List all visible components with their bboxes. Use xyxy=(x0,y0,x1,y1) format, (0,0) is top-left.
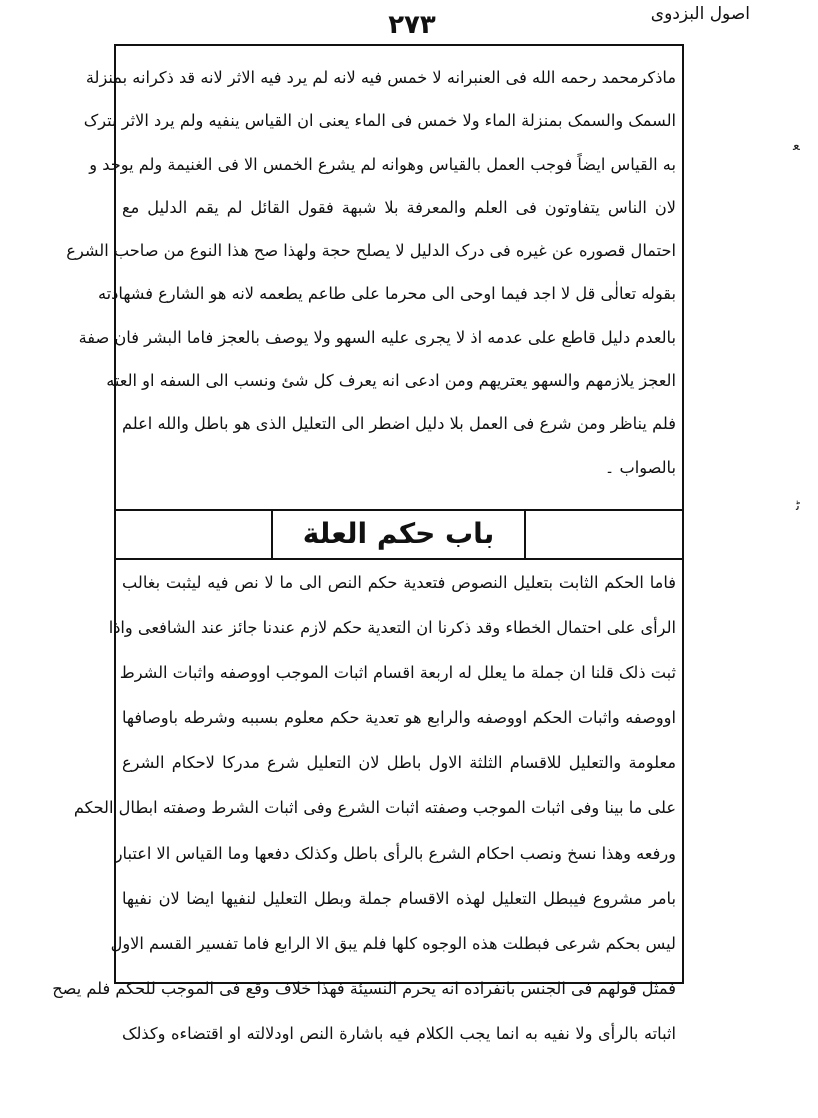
text-line: معلومة والتعلیل للاقسام الثلثة الاول باطل لان التعلیل شرع مدرکا لاحکام الشرع xyxy=(122,753,676,773)
text-line: ورفعه وهذا نسخ ونصب احکام الشرع بالرأی باطل وکذلک دفعها وما القیاس الا اعتبار xyxy=(114,843,676,863)
page-number: ۲۷۳ xyxy=(388,10,436,40)
margin-mark: ﻌ xyxy=(793,138,800,154)
text-frame xyxy=(52,44,684,1043)
text-line: فمثل قولهم فی الجنس بانفراده انه یحرم النسیئة فهذا خلاف وقع فی الموجب للحکم فلم یصح xyxy=(52,978,676,998)
text-line: بالعدم دلیل قاطع علی عدمه اذ لا یجری علیه السهو ولا یوصف بالعجز فاما البشر فان صفة xyxy=(78,327,676,347)
text-line: بقوله تعالٰی قل لا اجد فیما اوحی الی محرما علی طاعم یطعمه لانه هو الشارع فشهادته xyxy=(98,284,676,304)
text-line: السمک والسمک بمنزلة الماء ولا خمس فی الماء یعنی ان القیاس ینفیه ولم یرد الاثر بترک xyxy=(83,111,676,131)
text-line: فاما الحکم الثابت بتعلیل النصوص فتعدیة حکم النص الی ما لا نص فیه لیثبت بغالب xyxy=(122,573,676,592)
text-line: لان الناس یتفاوتون فی العلم والمعرفة بلا شبهة فقول القائل لم یقم الدلیل مع xyxy=(122,197,676,217)
text-line: لیس بحکم شرعی فبطلت هذه الوجوه کلها فلم یبق الا الرابع فاما تفسیر القسم الاول xyxy=(110,933,676,953)
text-line: ثبت ذلک قلنا ان جملة ما یعلل له اربعة اقسام اثبات الموجب اووصفه واثبات الشرط xyxy=(119,663,676,683)
running-title: اصول البزدوی xyxy=(650,4,750,24)
text-line: به القیاس ایضاً فوجب العمل بالقیاس وهوانه لم یشرع الخمس الا فی الغنیمة ولم یوجد و xyxy=(89,154,676,174)
text-line: ماذکرمحمد رحمه الله فی العنبرانه لا خمس فیه لانه لم یرد فیه الاثر لانه قد ذکرانه بمنزلة xyxy=(85,68,676,87)
text-line: احتمال قصوره عن غیره فی درک الدلیل لا یصلح حجة ولهذا صح هذا النوع من صاحب الشرع xyxy=(66,241,676,261)
text-line: اثباته بالرأی ولا نفیه به انما یجب الکلام فیه باشارة النص اودلالته او اقتضاءه وکذلک xyxy=(122,1023,676,1043)
text-line: علی ما بینا وفی اثبات الموجب وصفته اثبات الشرع وفی اثبات الشرط وصفته ابطال الحکم xyxy=(73,798,676,818)
text-line: اووصفه واثبات الحکم اووصفه والرابع هو تعدیة حکم معلوم بسببه وشرطه باوصافها xyxy=(122,708,676,728)
text-line: بالصواب ۔ xyxy=(604,457,676,477)
text-line: الرأی علی احتمال الخطاء وقد ذکرنا ان التعدیة حکم لازم عندنا جائز عند الشافعی واذا xyxy=(108,618,676,638)
text-line: العجز یلازمهم والسهو یعتریهم ومن ادعی انه یعرف کل شئ ونسب الی السفه او العته xyxy=(106,371,676,391)
top-text-block xyxy=(66,56,682,489)
text-line: بامر مشروع فیبطل التعلیل لهذه الاقسام جملة وبطل التعلیل لنفیها ایضا لان نفیها xyxy=(122,888,676,908)
section-heading: باب حکم العلة xyxy=(271,511,526,558)
bottom-text-block xyxy=(52,560,682,1056)
text-line: فلم یناظر ومن شرع فی العمل بلا دلیل اضطر الی التعلیل الذی هو باطل والله اعلم xyxy=(122,414,676,434)
margin-mark: ﮢ xyxy=(796,498,800,514)
